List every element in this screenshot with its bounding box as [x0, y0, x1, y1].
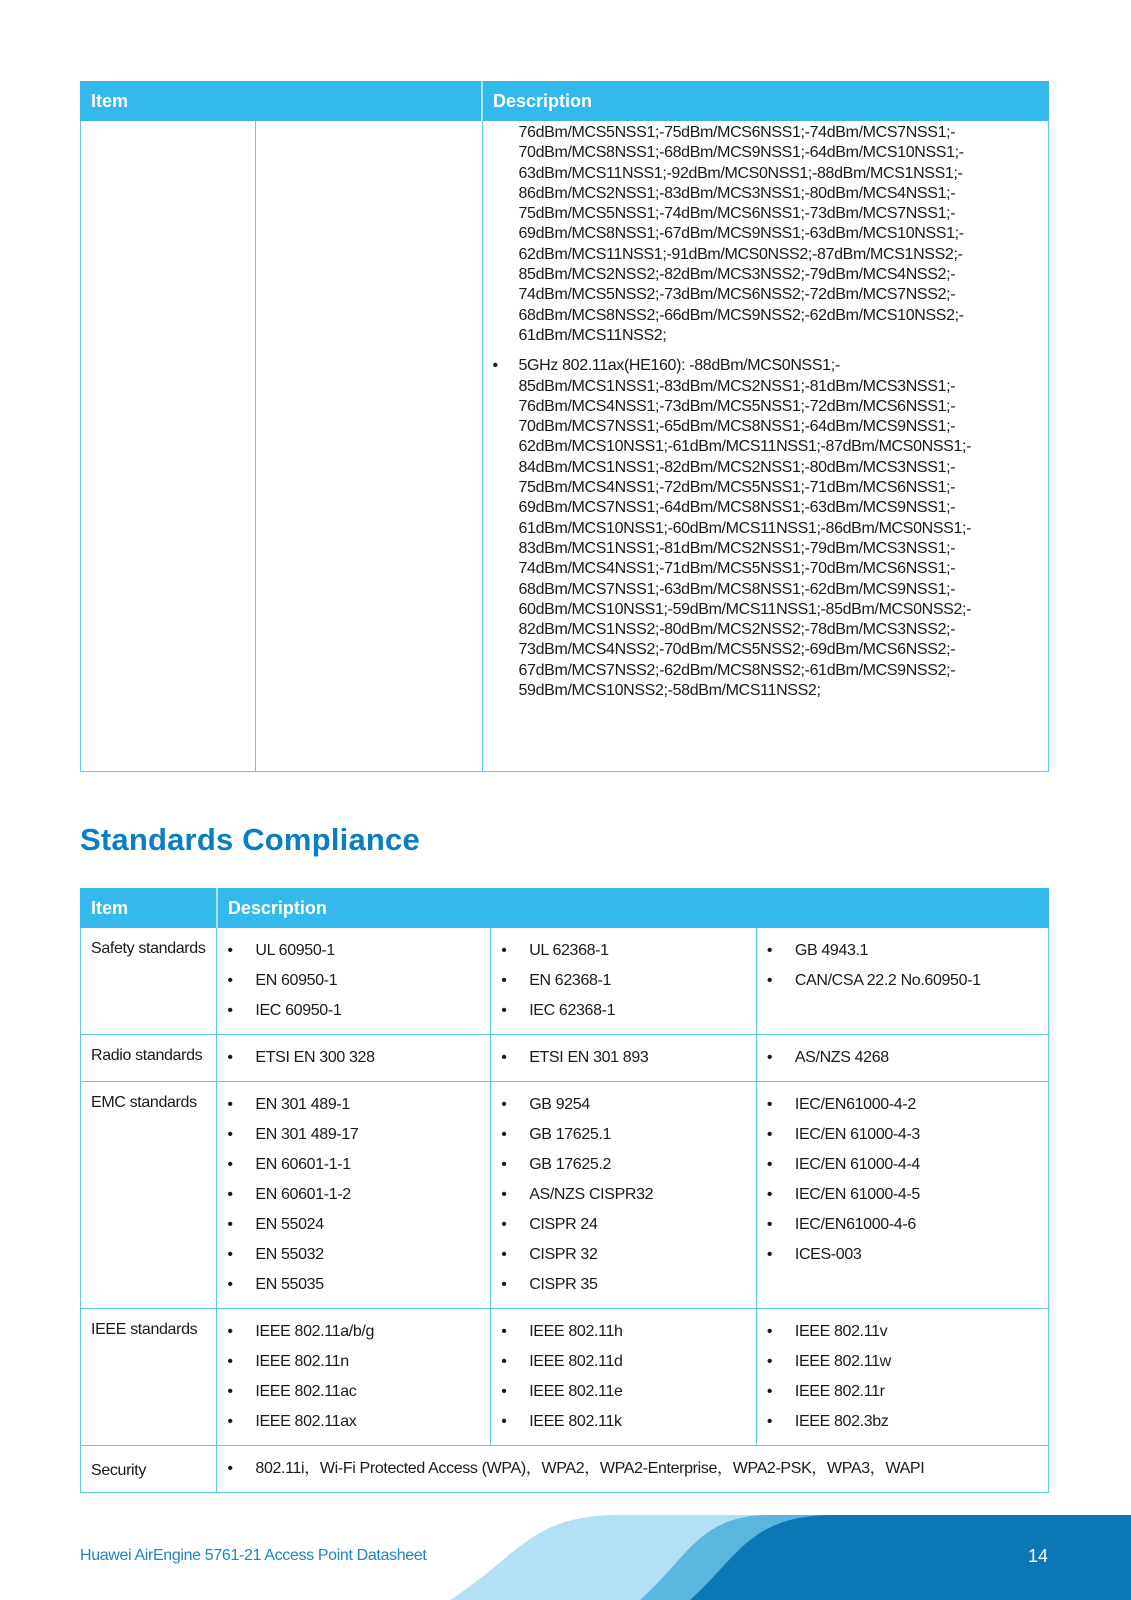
bullet-icon: •: [227, 1002, 233, 1019]
description-line: 82dBm/MCS1NSS2;-80dBm/MCS2NSS2;-78dBm/MCS3NSS2;-: [518, 621, 956, 639]
standard-name: IEEE 802.11w: [794, 1353, 891, 1370]
description-line: 74dBm/MCS5NSS2;-73dBm/MCS6NSS2;-72dBm/MCS7NSS2;-: [518, 286, 956, 304]
standards-table-header: [81, 889, 1049, 928]
bullet-icon: •: [227, 972, 233, 989]
bullet-icon: •: [766, 1353, 773, 1370]
standard-name: IEEE 802.11h: [529, 1323, 623, 1340]
standards-list: [501, 936, 746, 1026]
standard-name: IEEE 802.11ax: [255, 1413, 357, 1430]
bullet-icon: •: [766, 1413, 773, 1430]
standard-name: IEEE 802.3bz: [794, 1413, 889, 1430]
standard-name: ETSI EN 300 328: [255, 1049, 375, 1066]
description-line: 70dBm/MCS7NSS1;-65dBm/MCS8NSS1;-64dBm/MCS9NSS1;-: [518, 418, 956, 436]
description-line: 63dBm/MCS11NSS1;-92dBm/MCS0NSS1;-88dBm/MCS1NSS1;-: [518, 164, 963, 182]
list-item: [767, 966, 1038, 996]
list-item: [501, 1407, 746, 1437]
list-item: [501, 936, 746, 966]
list-item: [501, 1150, 746, 1180]
standard-name: IEC/EN 61000-4-5: [794, 1186, 920, 1203]
security-cell: [217, 1446, 1049, 1493]
standards-column: [491, 1082, 757, 1309]
bullet-icon: •: [766, 1186, 773, 1203]
bullet-icon: •: [766, 942, 773, 959]
bullet-icon: •: [501, 1323, 507, 1340]
description-line: 75dBm/MCS4NSS1;-72dBm/MCS5NSS1;-71dBm/MCS6NSS1;-: [518, 479, 956, 497]
item-label: Radio standards: [81, 1035, 217, 1082]
bullet-icon: •: [766, 1126, 773, 1143]
standards-column: [491, 1309, 757, 1446]
standard-name: IEEE 802.11v: [794, 1323, 888, 1340]
table-row: [81, 928, 1049, 1035]
bullet-icon: •: [501, 1353, 507, 1370]
list-item: [227, 966, 480, 996]
description-line: 74dBm/MCS4NSS1;-71dBm/MCS5NSS1;-70dBm/MCS6NSS1;-: [518, 560, 956, 578]
bullet-icon: •: [501, 1156, 507, 1173]
standard-name: GB 9254: [529, 1096, 590, 1113]
standard-name: ICES-003: [794, 1246, 862, 1263]
table-row: [81, 1309, 1049, 1446]
bullet-icon: •: [766, 1156, 773, 1173]
list-item: [767, 1377, 1038, 1407]
list-item: [227, 1454, 1038, 1484]
description-line: 76dBm/MCS4NSS1;-73dBm/MCS5NSS1;-72dBm/MCS6NSS1;-: [518, 397, 956, 415]
description-line: 62dBm/MCS11NSS1;-91dBm/MCS0NSS2;-87dBm/MCS1NSS2;-: [518, 245, 963, 263]
description-line: 61dBm/MCS10NSS1;-60dBm/MCS11NSS1;-86dBm/MCS0NSS1;-: [518, 519, 972, 537]
description-line: 69dBm/MCS7NSS1;-64dBm/MCS8NSS1;-63dBm/MCS9NSS1;-: [518, 499, 956, 517]
receiver-sensitivity-continued: [519, 123, 1039, 346]
bullet-icon: •: [766, 972, 773, 989]
description-line: 70dBm/MCS8NSS1;-68dBm/MCS9NSS1;-64dBm/MCS10NSS1;-: [518, 144, 964, 162]
header-item: Item: [81, 889, 217, 928]
list-item: [767, 1240, 1038, 1270]
list-item: [767, 1043, 1038, 1073]
bullet-icon: •: [227, 1353, 233, 1370]
standards-table-body: [81, 928, 1049, 1493]
standard-name: GB 17625.2: [529, 1156, 612, 1173]
list-item: [227, 1180, 480, 1210]
description-line: 83dBm/MCS1NSS1;-81dBm/MCS2NSS1;-79dBm/MCS3NSS1;-: [518, 539, 956, 557]
item-label: Security: [81, 1446, 217, 1493]
description-cell: [482, 121, 1049, 772]
table-row-security: [81, 1446, 1049, 1493]
list-item: [227, 1377, 480, 1407]
standard-name: EN 301 489-17: [255, 1126, 359, 1143]
item-label: Safety standards: [81, 928, 217, 1035]
list-item: [227, 936, 480, 966]
standards-column: [756, 1082, 1048, 1309]
standards-column: [217, 1035, 491, 1082]
standards-column: [217, 1309, 491, 1446]
list-item: [227, 1043, 480, 1073]
list-item: [767, 1180, 1038, 1210]
standard-name: ETSI EN 301 893: [529, 1049, 649, 1066]
list-item: [227, 1090, 480, 1120]
standard-name: UL 60950-1: [255, 942, 335, 959]
standard-name: EN 60950-1: [255, 972, 338, 989]
list-item: [501, 1270, 746, 1300]
standards-list: [227, 1043, 480, 1073]
list-item: [767, 1120, 1038, 1150]
item-label: IEEE standards: [81, 1309, 217, 1446]
list-item: [767, 1407, 1038, 1437]
description-line: 68dBm/MCS8NSS2;-66dBm/MCS9NSS2;-62dBm/MCS10NSS2;-: [518, 306, 964, 324]
bullet-icon: •: [766, 1323, 773, 1340]
bullet-icon: •: [227, 1246, 233, 1263]
standards-table: [80, 888, 1049, 1493]
description-line: 85dBm/MCS2NSS2;-82dBm/MCS3NSS2;-79dBm/MCS4NSS2;-: [518, 266, 956, 284]
standards-list: [227, 936, 480, 1026]
bullet-icon: •: [766, 1383, 773, 1400]
standard-name: IEC 60950-1: [255, 1002, 342, 1019]
bullet-icon: •: [766, 1096, 773, 1113]
standard-name: IEEE 802.11k: [529, 1413, 622, 1430]
bullet-icon: •: [227, 1413, 233, 1430]
standard-name: 802.11i，Wi-Fi Protected Access (WPA)，WPA2，WPA2-Enterprise，WPA2-PSK，WPA3，WAPI: [255, 1460, 925, 1477]
description-line: 85dBm/MCS1NSS1;-83dBm/MCS2NSS1;-81dBm/MCS3NSS1;-: [518, 377, 956, 395]
list-item: [227, 1120, 480, 1150]
standards-column: [217, 928, 491, 1035]
bullet-icon: •: [227, 1096, 233, 1113]
description-line: 62dBm/MCS10NSS1;-61dBm/MCS11NSS1;-87dBm/MCS0NSS1;-: [518, 438, 972, 456]
standards-column: [756, 928, 1048, 1035]
standards-list: [767, 1043, 1038, 1073]
standard-name: EN 55035: [255, 1276, 324, 1293]
description-line: 67dBm/MCS7NSS2;-62dBm/MCS8NSS2;-61dBm/MCS9NSS2;-: [518, 661, 956, 679]
list-item: [501, 1347, 746, 1377]
standards-list: [501, 1043, 746, 1073]
list-item: [227, 1150, 480, 1180]
bullet-icon: •: [501, 1413, 507, 1430]
standard-name: EN 60601-1-1: [255, 1156, 351, 1173]
description-line: 86dBm/MCS2NSS1;-83dBm/MCS3NSS1;-80dBm/MCS4NSS1;-: [518, 184, 956, 202]
list-item: [227, 1240, 480, 1270]
bullet-icon: •: [501, 1216, 507, 1233]
list-item: [501, 1180, 746, 1210]
header-description: Description: [217, 889, 1049, 928]
bullet-icon: •: [501, 942, 507, 959]
list-item: [767, 936, 1038, 966]
standards-list: [501, 1090, 746, 1300]
bullet-icon: •: [501, 1246, 507, 1263]
description-line: 84dBm/MCS1NSS1;-82dBm/MCS2NSS1;-80dBm/MCS3NSS1;-: [518, 458, 956, 476]
bullet-icon: •: [766, 1246, 773, 1263]
he160-sensitivity-text: [519, 356, 1039, 701]
bullet-icon: •: [766, 1216, 773, 1233]
list-item: [227, 1407, 480, 1437]
standard-name: EN 62368-1: [529, 972, 612, 989]
header-description: Description: [482, 82, 1049, 121]
standard-name: IEEE 802.11n: [255, 1353, 349, 1370]
list-item: [227, 1210, 480, 1240]
description-line: 59dBm/MCS10NSS2;-58dBm/MCS11NSS2;: [518, 682, 821, 700]
bullet-icon: •: [501, 1383, 507, 1400]
description-line: 69dBm/MCS8NSS1;-67dBm/MCS9NSS1;-63dBm/MCS10NSS1;-: [518, 225, 964, 243]
bullet-icon: •: [227, 1049, 233, 1066]
standard-name: IEEE 802.11ac: [255, 1383, 357, 1400]
bullet-icon: •: [766, 1049, 773, 1066]
standard-name: EN 55024: [255, 1216, 324, 1233]
bullet-icon: •: [501, 1186, 507, 1203]
bullet-icon: •: [227, 1323, 233, 1340]
standards-list: [767, 936, 1038, 996]
standard-name: AS/NZS CISPR32: [529, 1186, 654, 1203]
bullet-icon: •: [227, 1216, 233, 1233]
he160-sensitivity-item: [492, 356, 1039, 701]
bullet-icon: •: [501, 1276, 507, 1293]
list-item: [227, 1347, 480, 1377]
standard-name: IEC/EN61000-4-2: [794, 1096, 916, 1113]
list-item: [501, 1043, 746, 1073]
standards-column: [491, 1035, 757, 1082]
standard-name: AS/NZS 4268: [794, 1049, 889, 1066]
standards-list: [501, 1317, 746, 1437]
standard-name: CAN/CSA 22.2 No.60950-1: [794, 972, 981, 989]
list-item: [501, 1317, 746, 1347]
list-item: [501, 1240, 746, 1270]
bullet-icon: •: [501, 1126, 507, 1143]
description-line: 5GHz 802.11ax(HE160): -88dBm/MCS0NSS1;-: [518, 357, 840, 375]
list-item: [767, 1210, 1038, 1240]
list-item: [767, 1150, 1038, 1180]
standards-column: [756, 1035, 1048, 1082]
list-item: [501, 966, 746, 996]
standards-list: [767, 1317, 1038, 1437]
description-line: 61dBm/MCS11NSS2;: [518, 326, 667, 344]
standard-name: GB 4943.1: [794, 942, 869, 959]
list-item: [501, 1210, 746, 1240]
table-row: [81, 121, 1049, 772]
header-item: Item: [81, 82, 483, 121]
bullet-icon: •: [501, 972, 507, 989]
standards-list: [227, 1090, 480, 1300]
standard-name: EN 301 489-1: [255, 1096, 350, 1113]
standard-name: IEC/EN 61000-4-4: [794, 1156, 920, 1173]
table-row: [81, 1035, 1049, 1082]
list-item: [227, 1317, 480, 1347]
standard-name: CISPR 24: [529, 1216, 598, 1233]
standards-list: [227, 1454, 1038, 1484]
sub-item-cell: [256, 121, 482, 772]
page-number: 14: [1028, 1546, 1049, 1566]
standard-name: IEC/EN61000-4-6: [794, 1216, 916, 1233]
list-item: [501, 996, 746, 1026]
standard-name: GB 17625.1: [529, 1126, 612, 1143]
standard-name: EN 60601-1-2: [255, 1186, 351, 1203]
list-item: [767, 1090, 1038, 1120]
standard-name: UL 62368-1: [529, 942, 609, 959]
standard-name: IEC/EN 61000-4-3: [794, 1126, 920, 1143]
spec-table: [80, 81, 1049, 772]
list-item: [767, 1317, 1038, 1347]
bullet-icon: •: [227, 942, 233, 959]
description-line: 60dBm/MCS10NSS1;-59dBm/MCS11NSS1;-85dBm/MCS0NSS2;-: [518, 600, 972, 618]
standard-name: IEEE 802.11a/b/g: [255, 1323, 375, 1340]
description-line: 73dBm/MCS4NSS2;-70dBm/MCS5NSS2;-69dBm/MCS6NSS2;-: [518, 641, 956, 659]
standard-name: CISPR 32: [529, 1246, 598, 1263]
bullet-icon: •: [227, 1460, 233, 1477]
section-title: Standards Compliance: [80, 822, 420, 857]
standards-list: [767, 1090, 1038, 1270]
bullet-icon: •: [227, 1186, 233, 1203]
bullet-icon: •: [501, 1096, 507, 1113]
bullet-icon: •: [492, 357, 499, 375]
bullet-icon: •: [227, 1276, 233, 1293]
bullet-icon: •: [501, 1049, 507, 1066]
standard-name: CISPR 35: [529, 1276, 598, 1293]
bullet-icon: •: [501, 1002, 507, 1019]
standard-name: IEEE 802.11d: [529, 1353, 623, 1370]
item-label: EMC standards: [81, 1082, 217, 1309]
description-line: 75dBm/MCS5NSS1;-74dBm/MCS6NSS1;-73dBm/MCS7NSS1;-: [518, 205, 956, 223]
standards-list: [227, 1317, 480, 1437]
list-item: [501, 1377, 746, 1407]
standard-name: IEEE 802.11e: [529, 1383, 623, 1400]
list-item: [501, 1120, 746, 1150]
item-cell: [81, 121, 256, 772]
list-item: [227, 1270, 480, 1300]
footer-document-title: Huawei AirEngine 5761-21 Access Point Datasheet: [80, 1547, 427, 1564]
description-line: 68dBm/MCS7NSS1;-63dBm/MCS8NSS1;-62dBm/MCS9NSS1;-: [518, 580, 956, 598]
standard-name: EN 55032: [255, 1246, 324, 1263]
list-item: [501, 1090, 746, 1120]
spec-table-header: [81, 82, 1049, 121]
standards-column: [756, 1309, 1048, 1446]
bullet-icon: •: [227, 1383, 233, 1400]
table-row: [81, 1082, 1049, 1309]
standards-column: [217, 1082, 491, 1309]
standards-column: [491, 928, 757, 1035]
standard-name: IEEE 802.11r: [794, 1383, 885, 1400]
description-line: 76dBm/MCS5NSS1;-75dBm/MCS6NSS1;-74dBm/MCS7NSS1;-: [518, 124, 956, 141]
list-item: [767, 1347, 1038, 1377]
bullet-icon: •: [227, 1156, 233, 1173]
standard-name: IEC 62368-1: [529, 1002, 616, 1019]
bullet-icon: •: [227, 1126, 233, 1143]
list-item: [227, 996, 480, 1026]
